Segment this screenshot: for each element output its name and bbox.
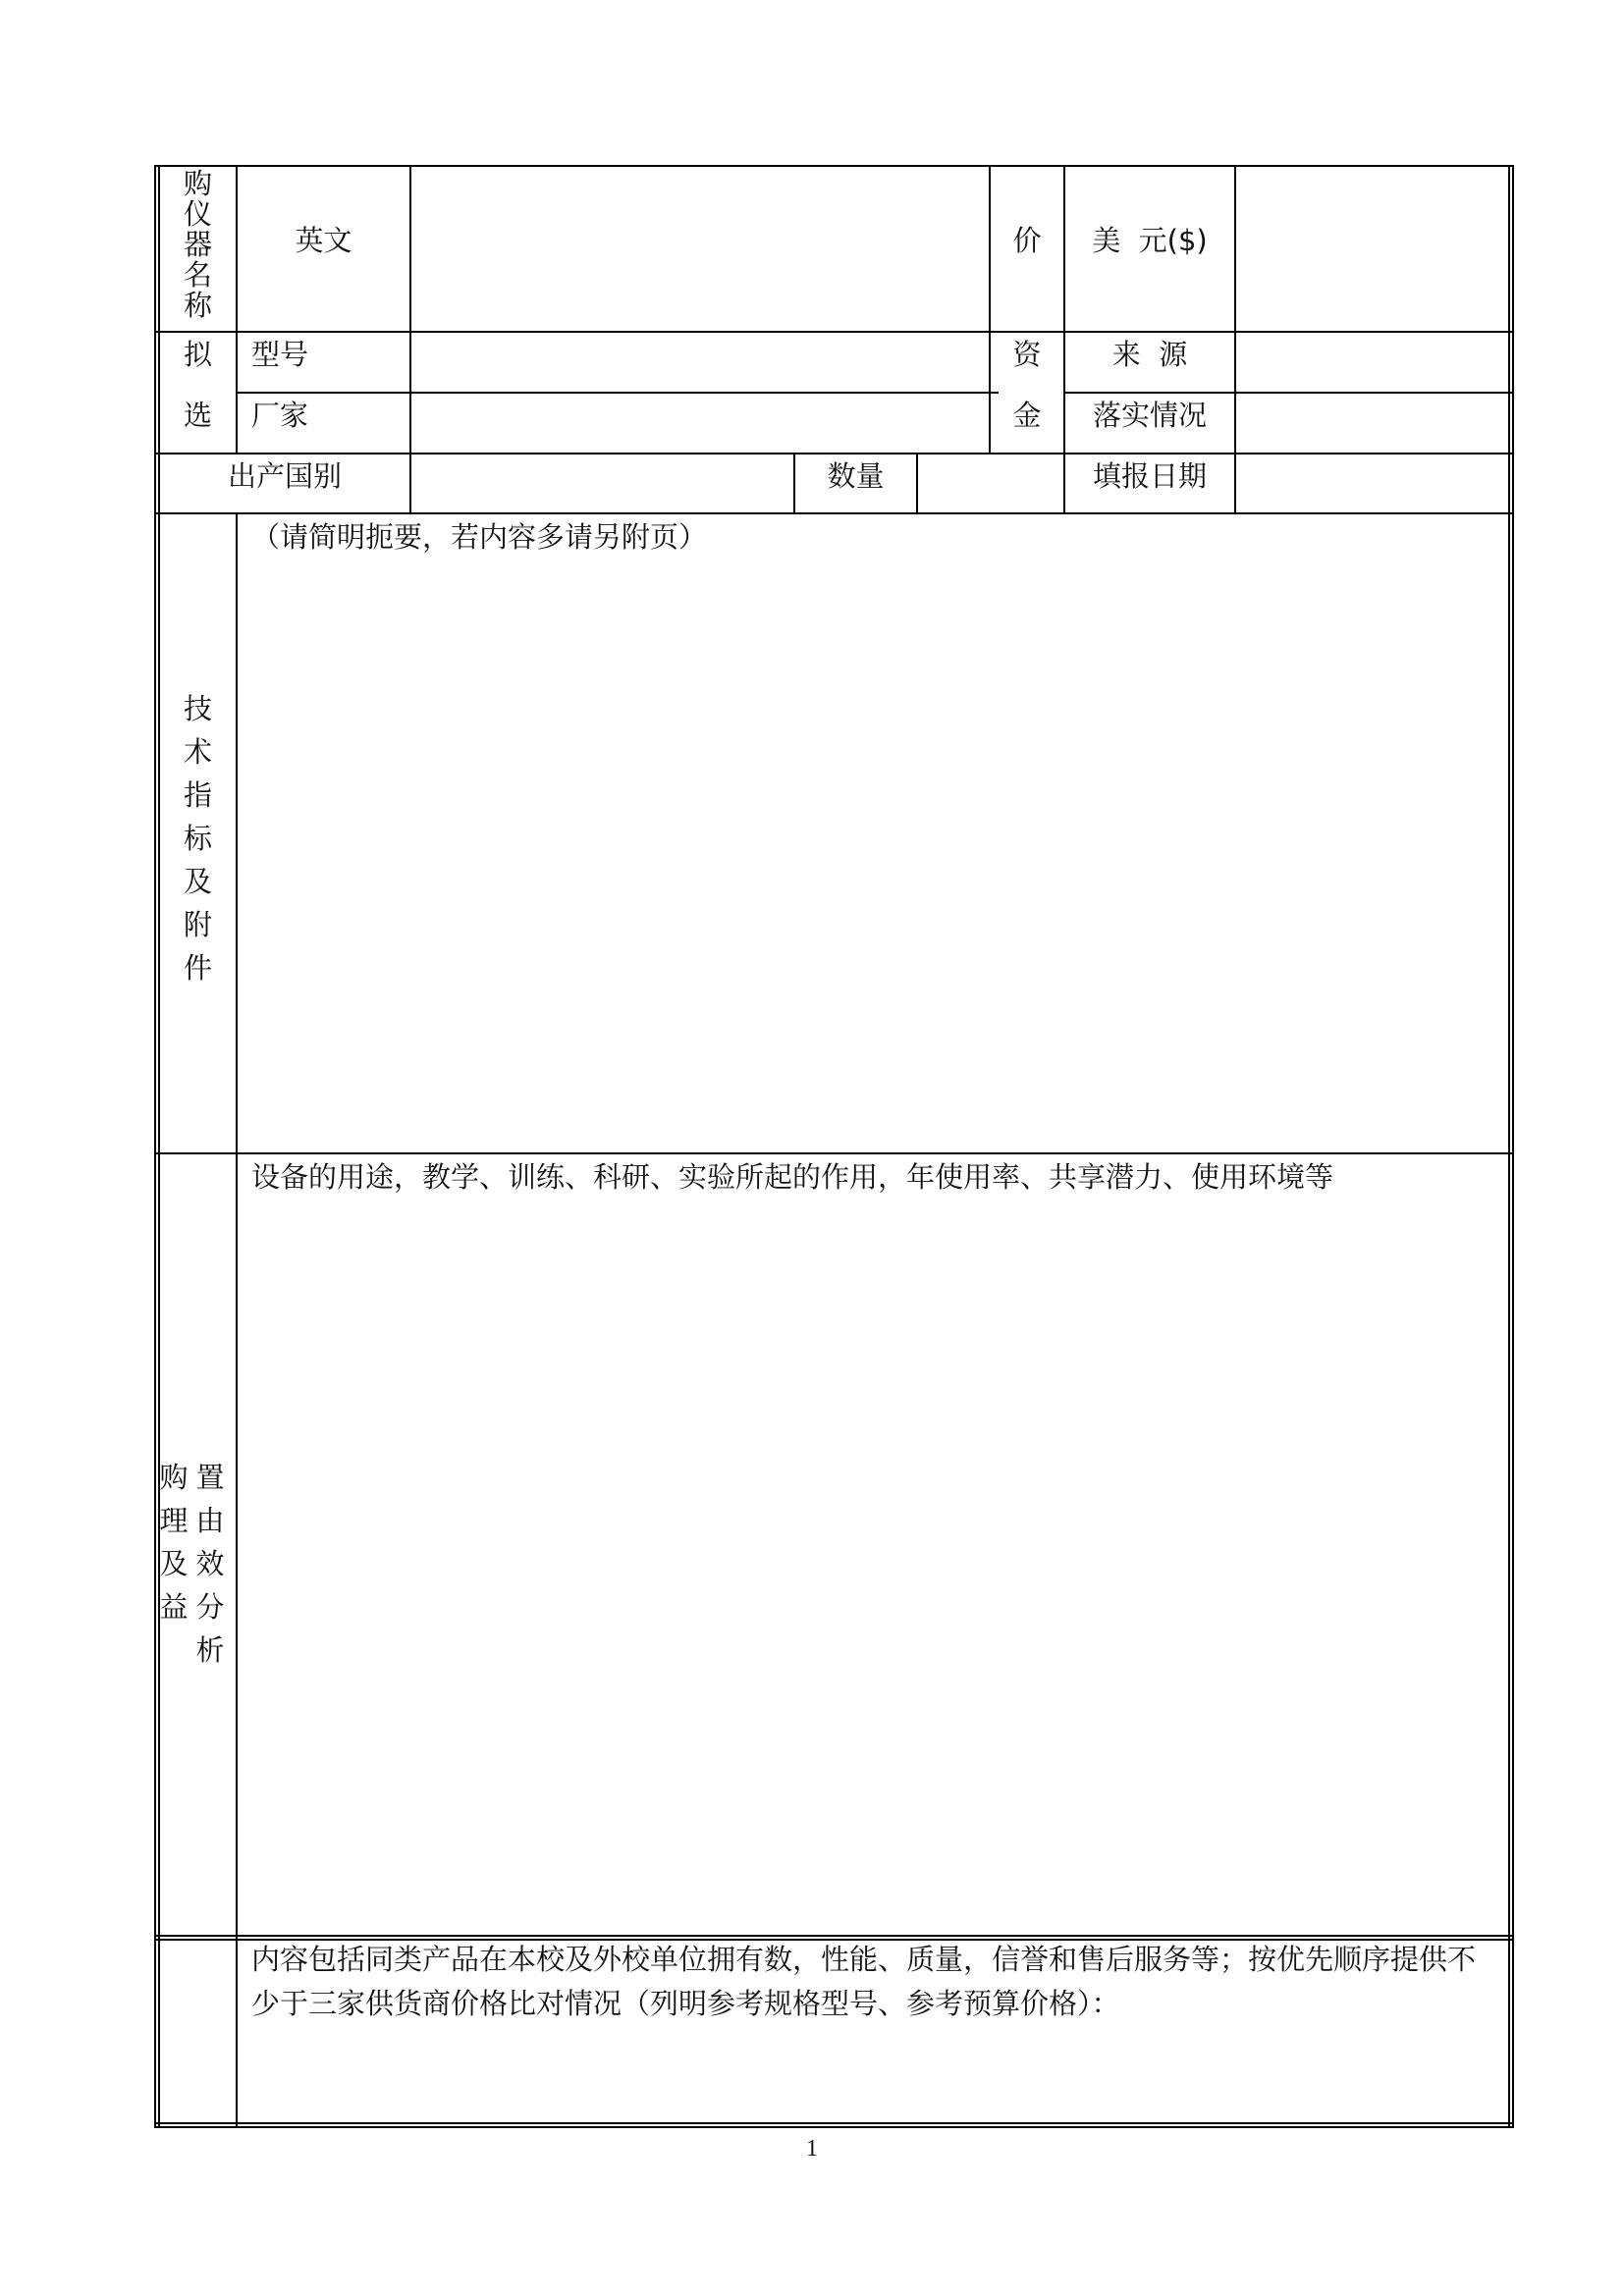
instrument-name-label <box>160 169 236 321</box>
supplier-compare-hint-line2: 少于三家供货商价格比对情况（列明参考规格型号、参考预算价格）： <box>251 1987 1120 2020</box>
quantity-label: 数量 <box>827 459 885 493</box>
tech-spec-label-char: 件 <box>183 951 212 985</box>
model-label: 型号 <box>251 338 309 371</box>
grid-line <box>154 1152 1514 1154</box>
purchase-reason-label-char: 效 <box>195 1547 225 1580</box>
table-border-left <box>154 165 156 2126</box>
grid-line <box>154 331 1514 333</box>
grid-line <box>154 453 1514 454</box>
page-number: 1 <box>806 2136 818 2162</box>
purchase-reason-label-right <box>189 1456 231 1672</box>
purchase-reason-label-char: 及 <box>159 1547 189 1580</box>
table-border-right <box>1508 165 1510 2126</box>
purchase-reason-label-char: 理 <box>159 1504 189 1537</box>
grid-line <box>236 165 238 453</box>
purchase-reason-label-char: 由 <box>195 1504 225 1537</box>
purchase-reason-hint: 设备的用途，教学、训练、科研、实验所起的作用，年使用率、共享潜力、使用环境等 <box>251 1160 1334 1194</box>
select-label-top: 拟 <box>183 338 212 371</box>
instrument-name-label-char: 名 <box>183 258 212 292</box>
table-border-right-inner <box>1512 165 1514 2126</box>
table-border-bottom <box>154 2122 1514 2124</box>
tech-spec-label-char: 技 <box>183 692 212 725</box>
tech-spec-label-char: 附 <box>183 908 212 941</box>
grid-line <box>154 512 1514 514</box>
tech-spec-label-char: 指 <box>183 778 212 812</box>
purchase-reason-label-char: 购 <box>159 1461 189 1494</box>
grid-line <box>1234 165 1236 513</box>
tech-spec-label-char: 标 <box>183 822 212 855</box>
grid-line <box>154 1935 1514 1937</box>
usd-label: 美 元($) <box>1092 224 1208 257</box>
grid-line <box>236 512 238 2126</box>
fill-date-label: 填报日期 <box>1092 459 1207 493</box>
price-label: 价 <box>1012 224 1042 257</box>
purchase-reason-label-char: 置 <box>195 1461 225 1494</box>
fund-label-top: 资 <box>1012 338 1042 371</box>
grid-line <box>236 392 999 394</box>
instrument-name-label-char: 称 <box>183 289 212 322</box>
instrument-name-label-char: 器 <box>183 228 212 261</box>
table-border-bottom-inner <box>154 2126 1514 2128</box>
country-label: 出产国别 <box>227 459 342 493</box>
grid-line <box>409 165 411 513</box>
purchase-reason-label-left <box>156 1456 191 1629</box>
tech-spec-label <box>160 687 236 989</box>
fund-label-bottom: 金 <box>1012 399 1042 432</box>
tech-spec-label-char: 术 <box>183 735 212 769</box>
purchase-reason-label-char: 益 <box>159 1590 189 1624</box>
grid-line <box>1063 392 1514 394</box>
instrument-name-label-char: 购 <box>183 167 212 200</box>
purchase-reason-label-char: 分 <box>195 1590 225 1624</box>
select-label-bottom: 选 <box>183 399 212 432</box>
table-border-top <box>154 165 1514 167</box>
tech-spec-label-char: 及 <box>183 865 212 898</box>
fund-source-label: 来 源 <box>1111 338 1188 371</box>
supplier-compare-hint-line1: 内容包括同类产品在本校及外校单位拥有数，性能、质量，信誉和售后服务等；按优先顺序提供不 <box>251 1943 1477 1976</box>
instrument-name-label-char: 仪 <box>183 197 212 231</box>
grid-line <box>916 453 918 513</box>
english-name-label: 英文 <box>295 224 352 257</box>
fund-status-label: 落实情况 <box>1092 399 1207 432</box>
manufacturer-label: 厂家 <box>251 399 309 432</box>
purchase-reason-label-char: 析 <box>195 1633 225 1667</box>
tech-spec-hint: （请简明扼要，若内容多请另附页） <box>251 520 708 554</box>
